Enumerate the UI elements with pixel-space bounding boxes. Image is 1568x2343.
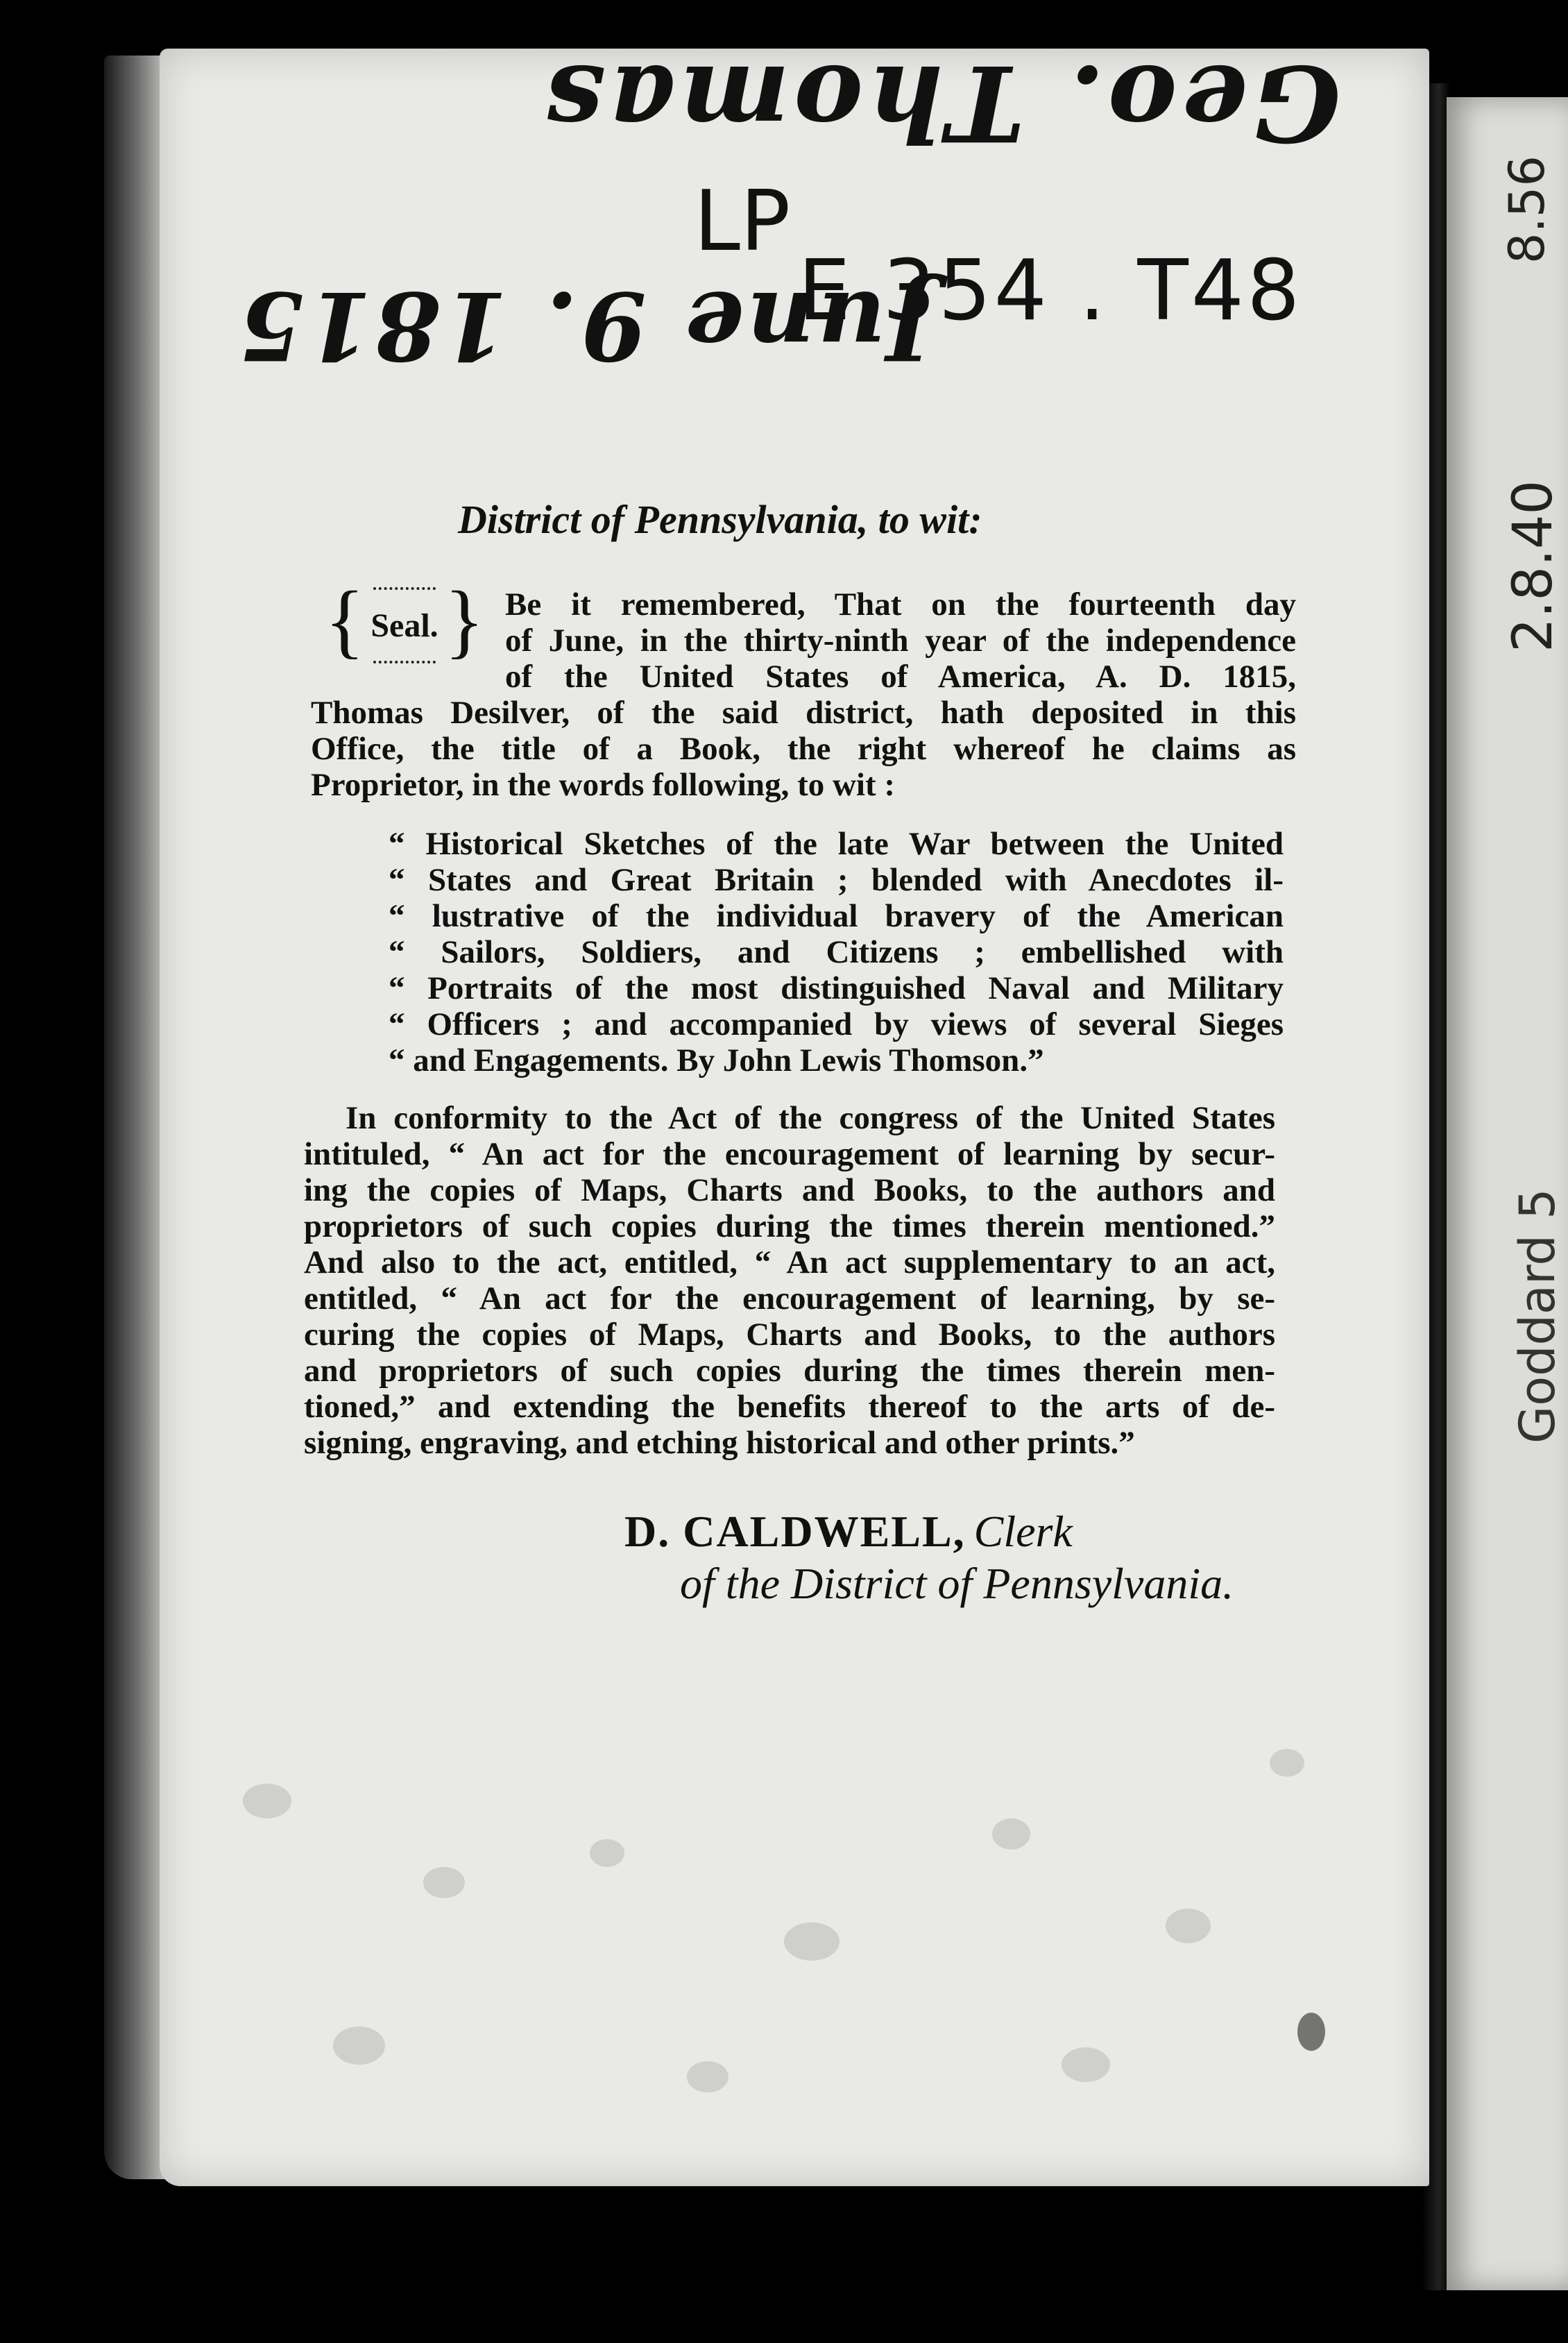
handwritten-signature: Geo. Thomas (541, 42, 1341, 164)
foxing-speck (1270, 1749, 1304, 1777)
foxing-speck (1062, 2047, 1110, 2082)
intro-line: Proprietor, in the words following, to wit : (311, 767, 896, 803)
intro-line: Thomas Desilver, of the said district, hath deposited in this (311, 695, 1296, 731)
book-title-quote (389, 826, 1284, 1079)
foxing-speck (590, 1839, 624, 1867)
foxing-speck (784, 1922, 840, 1961)
conformity-paragraph (304, 1100, 1275, 1461)
intro-line: of the United States of America, A. D. 1815, (505, 659, 1296, 695)
quote-line: “ Sailors, Soldiers, and Citizens ; embellished with (389, 934, 1284, 970)
brace-left-icon: { (325, 574, 365, 666)
margin-note-low: Goddard 5 (1509, 1188, 1566, 1444)
conformity-line: proprietors of such copies during the times therein mentioned.” (304, 1208, 1275, 1244)
quote-line: “ Historical Sketches of the late War between the United (389, 826, 1284, 862)
foxing-speck (333, 2027, 385, 2065)
foxing-speck (243, 1784, 291, 1818)
clerk-signature (624, 1506, 1073, 1557)
foxing-speck (1166, 1909, 1211, 1943)
intro-line: of June, in the thirty-ninth year of the independence (505, 623, 1296, 659)
foxing-speck (992, 1818, 1030, 1850)
conformity-line: signing, engraving, and etching historical and other prints.” (304, 1425, 1135, 1461)
foxing-speck (1297, 2013, 1325, 2051)
seal-label: Seal. (370, 607, 438, 644)
page-heading: District of Pennsylvania, to wit: (458, 497, 982, 542)
intro-line: Be it remembered, That on the fourteenth day (505, 586, 1296, 623)
quote-line: “ lustrative of the individual bravery of the American (389, 898, 1284, 934)
conformity-line: ing the copies of Maps, Charts and Books, to the authors and (304, 1172, 1275, 1208)
conformity-line: In conformity to the Act of the congress of the United States (346, 1100, 1275, 1136)
margin-note-mid: 2.8.40 (1502, 480, 1565, 652)
brace-right-icon: } (444, 574, 484, 666)
foxing-speck (423, 1867, 465, 1898)
handwritten-date: June 9. 1815 (236, 271, 933, 381)
collection-mark: LP (694, 174, 791, 270)
conformity-line: intituled, “ An act for the encouragement of learning by secur- (304, 1136, 1275, 1172)
quote-line: “ Portraits of the most distinguished Naval and Military (389, 970, 1284, 1006)
conformity-line: And also to the act, entitled, “ An act supplementary to an act, (304, 1244, 1275, 1280)
margin-note-top: 8.56 (1499, 155, 1556, 264)
call-number: E 354 . T48 (798, 243, 1303, 339)
quote-line: “ Officers ; and accompanied by views of several Sieges (389, 1006, 1284, 1042)
intro-line: Office, the title of a Book, the right whereof he claims as (311, 731, 1296, 767)
foxing-speck (687, 2061, 728, 2092)
conformity-line: entitled, “ An act for the encouragement of learning, by se- (304, 1280, 1275, 1317)
clerk-office: of the District of Pennsylvania. (680, 1559, 1234, 1608)
copyright-intro (311, 586, 1296, 803)
quote-line: “ and Engagements. By John Lewis Thomson.” (389, 1042, 1044, 1079)
conformity-line: tioned,” and extending the benefits thereof to the arts of de- (304, 1389, 1275, 1425)
clerk-name: D. CALDWELL, (624, 1507, 966, 1556)
conformity-line: curing the copies of Maps, Charts and Books, to the authors (304, 1317, 1275, 1353)
conformity-line: and proprietors of such copies during the times therein men- (304, 1353, 1275, 1389)
clerk-role: Clerk (973, 1507, 1073, 1556)
quote-line: “ States and Great Britain ; blended with Anecdotes il- (389, 862, 1284, 898)
